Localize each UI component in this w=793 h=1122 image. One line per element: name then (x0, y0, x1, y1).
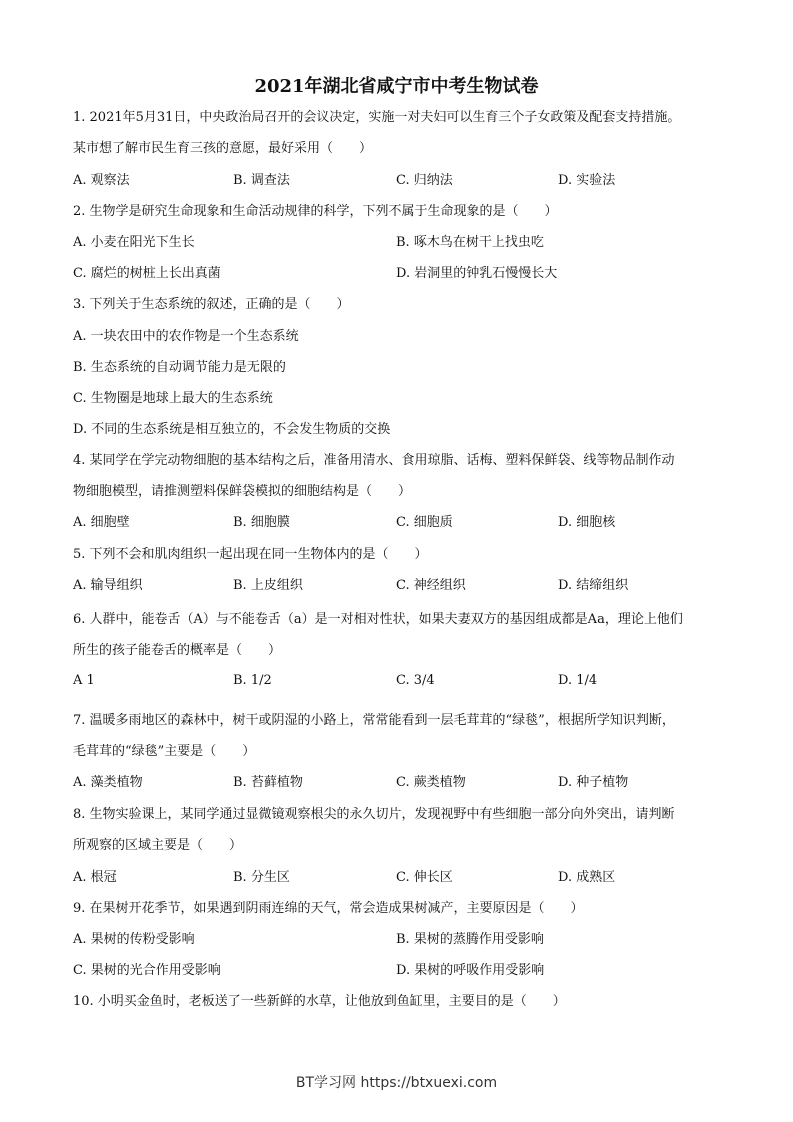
question-text: 4. 某同学在学完动物细胞的基本结构之后，准备用清水、食用琼脂、话梅、塑料保鲜袋、线等物品制作动 (73, 453, 675, 468)
option-a: A. 小麦在阳光下生长 (73, 235, 195, 250)
option-b: B. 上皮组织 (233, 578, 303, 593)
option-c: C. 归纳法 (396, 173, 453, 188)
option-b: B. 细胞膜 (233, 515, 290, 530)
question-text: 10. 小明买金鱼时，老板送了一些新鲜的水草，让他放到鱼缸里，主要目的是（ ） (73, 994, 566, 1009)
option-d: D. 1/4 (558, 673, 598, 688)
option-b: B. 苔藓植物 (233, 775, 303, 790)
question-text: 9. 在果树开花季节，如果遇到阴雨连绵的天气，常会造成果树减产，主要原因是（ ） (73, 901, 584, 916)
question-text: 8. 生物实验课上，某同学通过显微镜观察根尖的永久切片，发现视野中有些细胞一部分向外突出，请判断 (73, 807, 675, 822)
option-a: A. 细胞壁 (73, 515, 130, 530)
option-a: A. 输导组织 (73, 578, 143, 593)
option-b: B. 果树的蒸腾作用受影响 (396, 932, 544, 947)
option-d: D. 岩洞里的钟乳石慢慢长大 (396, 266, 558, 281)
option-b: B. 分生区 (233, 870, 290, 885)
option-c: C. 生物圈是地球上最大的生态系统 (73, 391, 273, 406)
option-d: D. 结缔组织 (558, 578, 629, 593)
option-a: A. 根冠 (73, 870, 117, 885)
question-text: 3. 下列关于生态系统的叙述，正确的是（ ） (73, 297, 350, 312)
option-c: C. 伸长区 (396, 870, 453, 885)
option-b: B. 啄木鸟在树干上找虫吃 (396, 235, 544, 250)
option-d: D. 实验法 (558, 173, 616, 188)
question-text: 2. 生物学是研究生命现象和生命活动规律的科学，下列不属于生命现象的是（ ） (73, 204, 558, 219)
option-c: C. 腐烂的树桩上长出真菌 (73, 266, 221, 281)
question-text: 7. 温暖多雨地区的森林中，树干或阴湿的小路上，常常能看到一层毛茸茸的“绿毯”，根据所学知识判断， (73, 713, 675, 728)
option-c: C. 3/4 (396, 673, 435, 688)
option-d: D. 不同的生态系统是相互独立的，不会发生物质的交换 (73, 422, 391, 437)
option-c: C. 蕨类植物 (396, 775, 466, 790)
option-d: D. 细胞核 (558, 515, 616, 530)
option-a: A 1 (73, 673, 95, 688)
question-text: 物细胞模型，请推测塑料保鲜袋模拟的细胞结构是（ ） (73, 484, 412, 499)
question-text: 所生的孩子能卷舌的概率是（ ） (73, 643, 282, 658)
option-c: C. 果树的光合作用受影响 (73, 963, 221, 978)
option-d: D. 种子植物 (558, 775, 629, 790)
option-b: B. 调查法 (233, 173, 290, 188)
page-title: 2021年湖北省咸宁市中考生物试卷 (254, 76, 539, 97)
question-text: 所观察的区域主要是（ ） (73, 838, 243, 853)
option-a: A. 藻类植物 (73, 775, 143, 790)
question-text: 毛茸茸的“绿毯”主要是（ ） (73, 744, 256, 759)
option-b: B. 生态系统的自动调节能力是无限的 (73, 360, 286, 375)
question-text: 6. 人群中，能卷舌（A）与不能卷舌（a）是一对相对性状，如果夫妻双方的基因组成都是Aa，理论上他们 (73, 612, 683, 627)
option-a: A. 果树的传粉受影响 (73, 932, 195, 947)
footer-watermark: BT学习网 https://btxuexi.com (295, 1075, 498, 1091)
question-text: 5. 下列不会和肌肉组织一起出现在同一生物体内的是（ ） (73, 547, 428, 562)
option-c: C. 细胞质 (396, 515, 453, 530)
option-a: A. 一块农田中的农作物是一个生态系统 (73, 329, 299, 344)
option-d: D. 成熟区 (558, 870, 616, 885)
option-c: C. 神经组织 (396, 578, 466, 593)
option-a: A. 观察法 (73, 173, 130, 188)
question-text: 某市想了解市民生育三孩的意愿，最好采用（ ） (73, 141, 373, 156)
question-text: 1. 2021年5月31日，中央政治局召开的会议决定，实施一对夫妇可以生育三个子女政策及配套支持措施。 (73, 110, 681, 125)
option-d: D. 果树的呼吸作用受影响 (396, 963, 545, 978)
option-b: B. 1/2 (233, 673, 272, 688)
